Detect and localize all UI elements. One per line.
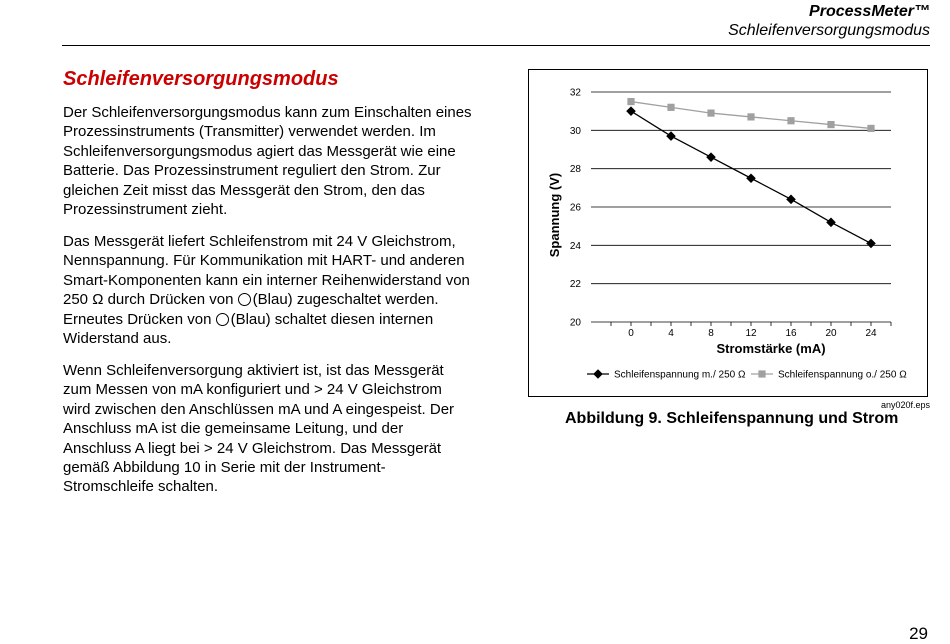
round-button-icon [238,293,251,306]
x-axis-title: Stromstärke (mA) [716,341,826,356]
x-tick-label: 8 [708,328,714,339]
data-point-series-1 [626,106,636,116]
x-tick-label: 24 [865,328,877,339]
data-point-series-2 [787,117,794,124]
data-point-series-2 [707,109,714,116]
x-tick-label: 16 [785,328,797,339]
data-point-series-2 [867,125,874,132]
y-axis-title: Spannung (V) [547,172,562,258]
page-number: 29 [909,624,928,643]
header-rule [62,45,930,46]
x-tick-label: 0 [628,328,634,339]
y-tick-label: 24 [569,240,581,252]
paragraph-1: Der Schleifenversorgungsmodus kann zum Einschalten eines Prozessinstruments (Transmitter) verwendet werden. Im Schleifenversorgungsmodus agiert das Messgerät wie eine Batterie. Das Prozessinstrument reguliert den Strom. Zur gleichen Zeit misst das Messgerät den Strom, den das Prozessinstrument zieht. [63,104,472,219]
round-button-icon [216,313,229,326]
paragraph-2-part-a: Das Messgerät liefert Schleifenstrom mit 24 V Gleichstrom, Nennspannung. Für Kommunikation mit HART- und anderen Smart-Komponenten kann ein interner Reihenwiderstand von 250 Ω durch Drücken von [63,233,470,309]
y-tick-label: 32 [569,87,581,99]
x-tick-label: 4 [668,328,674,339]
legend-label-1: Schleifenspannung m./ 250 Ω [614,369,746,381]
legend-label-2: Schleifenspannung o./ 250 Ω [778,369,907,381]
data-point-series-1 [826,218,836,228]
legend-marker-2 [758,370,765,377]
y-tick-label: 22 [569,279,581,291]
running-header-subtitle: Schleifenversorgungsmodus [728,22,930,39]
section-title: Schleifenversorgungsmodus [63,68,339,90]
legend-marker-1 [593,369,603,379]
chart-frame [528,69,928,397]
axis-layer [611,322,891,326]
data-point-series-1 [666,131,676,141]
data-point-series-1 [866,239,876,249]
x-tick-label: 20 [825,328,837,339]
series-layer [626,98,876,248]
data-point-series-1 [786,195,796,205]
data-point-series-2 [827,121,834,128]
voltage-current-chart [529,70,927,396]
x-tick-label: 12 [745,328,757,339]
paragraph-3: Wenn Schleifenversorgung aktiviert ist, ist das Messgerät zum Messen von mA konfiguriert und > 24 V Gleichstrom wird zwischen den Anschlüssen mA und A eingespeist. Der Anschluss mA ist die gemeinsame Leitung, und der Anschluss A liegt bei > 24 V Gleichstrom. Das Messgerät gemäß Abbildung 10 in Serie mit der Instrument-Stromschleife schalten. [63,362,455,496]
data-point-series-2 [667,104,674,111]
data-point-series-2 [627,98,634,105]
y-tick-label: 26 [569,202,581,214]
legend-layer [587,369,907,380]
figure-caption: Abbildung 9. Schleifenspannung und Strom [565,410,899,427]
data-point-series-1 [746,173,756,183]
paragraph-2-part-c: (Blau) schaltet diesen internen Widerstand aus. [63,310,434,348]
y-tick-label: 30 [569,125,581,137]
y-tick-label: 20 [569,317,581,329]
running-header-title: ProcessMeter™ [809,3,930,20]
data-point-series-2 [747,113,754,120]
paragraph-2-part-b: (Blau) zugeschaltet werden. Erneutes Drücken von [63,291,439,328]
y-tick-label: 28 [569,164,581,176]
paragraph-2 [63,232,473,348]
figure-file-ref: any020f.eps [880,400,930,410]
data-point-series-1 [706,152,716,162]
